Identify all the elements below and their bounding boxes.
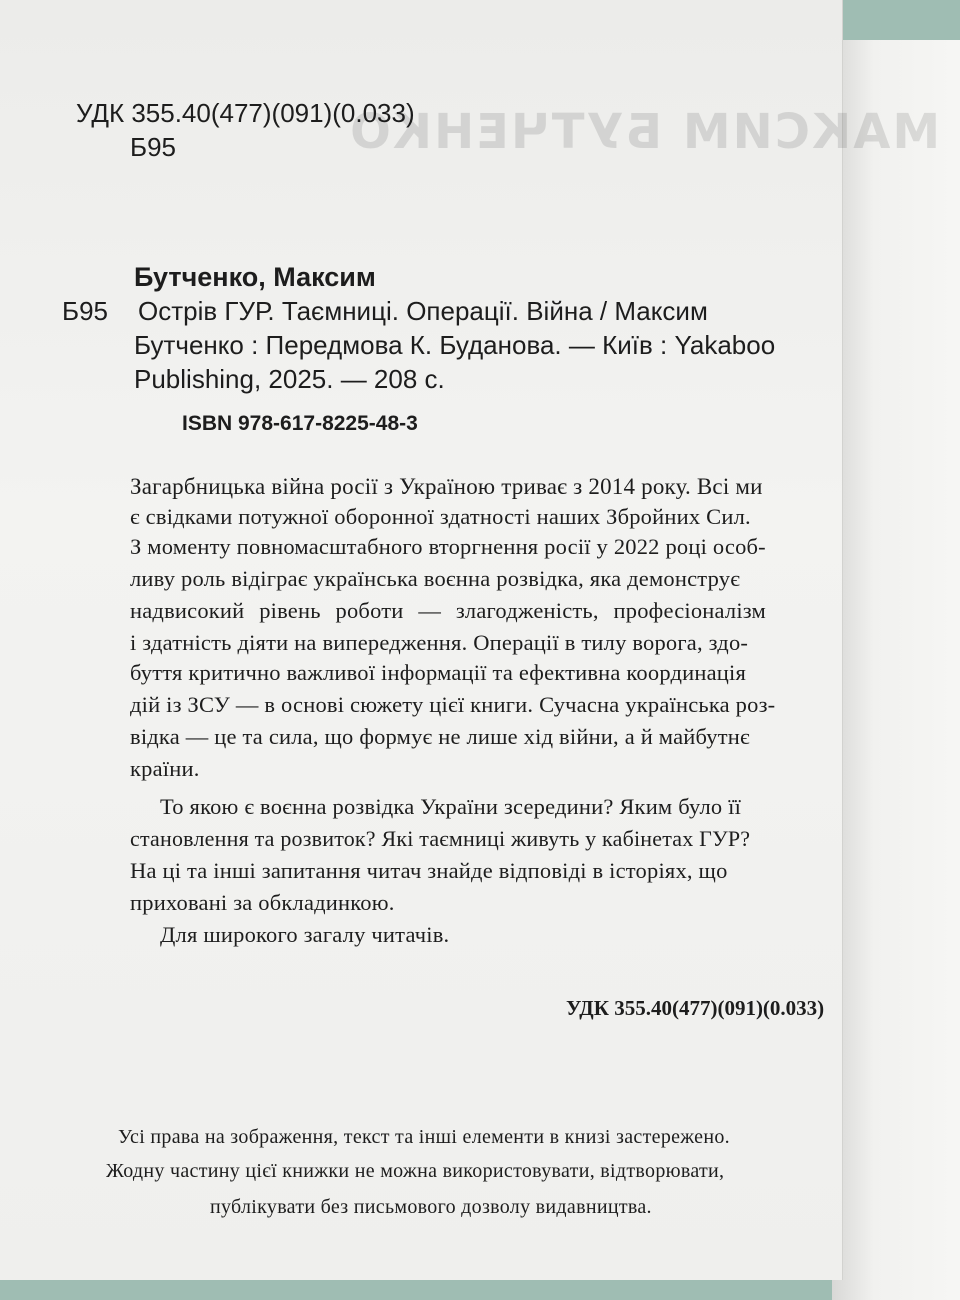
author-heading: Бутченко, Максим xyxy=(134,262,376,292)
description-line: є свідками потужної оборонної здатності наших Збройних Сил. xyxy=(130,504,751,529)
description-line: становлення та розвиток? Які таємниці живуть у кабінетах ГУР? xyxy=(130,826,751,851)
bibliographic-line: Бутченко : Передмова К. Буданова. — Київ : Yakaboo xyxy=(134,330,776,360)
description-line: приховані за обкладинкою. xyxy=(130,890,395,915)
author-sign-side: Б95 xyxy=(62,296,108,326)
description-line: ливу роль відіграє українська воєнна розвідка, яка демонструє xyxy=(130,566,741,591)
rights-notice-line: Жодну частину цієї книжки не можна використовувати, відтворювати, xyxy=(106,1160,725,1182)
description-line: З моменту повномасштабного вторгнення росії у 2022 році особ- xyxy=(130,534,766,559)
udk-code-bottom: УДК 355.40(477)(091)(0.033) xyxy=(566,996,825,1020)
backdrop-next-page xyxy=(832,40,960,1300)
description-line: країни. xyxy=(130,756,200,781)
description-line: То якою є воєнна розвідка України зсередини? Яким було її xyxy=(160,794,742,819)
bibliographic-line: Острів ГУР. Таємниці. Операції. Війна / Максим xyxy=(138,296,708,326)
description-line: надвисокий рівень роботи — злагодженість, професіоналізм xyxy=(130,598,766,623)
description-line: Для широкого загалу читачів. xyxy=(160,922,450,947)
isbn: ISBN 978-617-8225-48-3 xyxy=(182,412,418,435)
udk-code-top: УДК 355.40(477)(091)(0.033) xyxy=(76,98,415,128)
bibliographic-line: Publishing, 2025. — 208 с. xyxy=(134,364,445,394)
description-line: відка — це та сила, що формує не лише хід війни, а й майбутнє xyxy=(130,724,750,749)
rights-notice-line: Усі права на зображення, текст та інші елементи в книзі застережено. xyxy=(118,1126,730,1148)
description-line: буття критично важливої інформації та ефективна координація xyxy=(130,660,747,685)
description-line: і здатність діяти на випередження. Операції в тилу ворога, здо- xyxy=(130,630,749,655)
description-line: дій із ЗСУ — в основі сюжету цієї книги. Сучасна українська роз- xyxy=(130,692,776,717)
bleed-through-title: МАКСИМ БУТЧЕНКО xyxy=(348,104,941,160)
description-line: Загарбницька війна росії з Україною триває з 2014 року. Всі ми xyxy=(130,474,763,499)
author-sign-top: Б95 xyxy=(130,132,176,162)
rights-notice-line: публікувати без письмового дозволу видавництва. xyxy=(210,1196,652,1218)
description-line: На ці та інші запитання читач знайде відповіді в історіях, що xyxy=(130,858,728,883)
